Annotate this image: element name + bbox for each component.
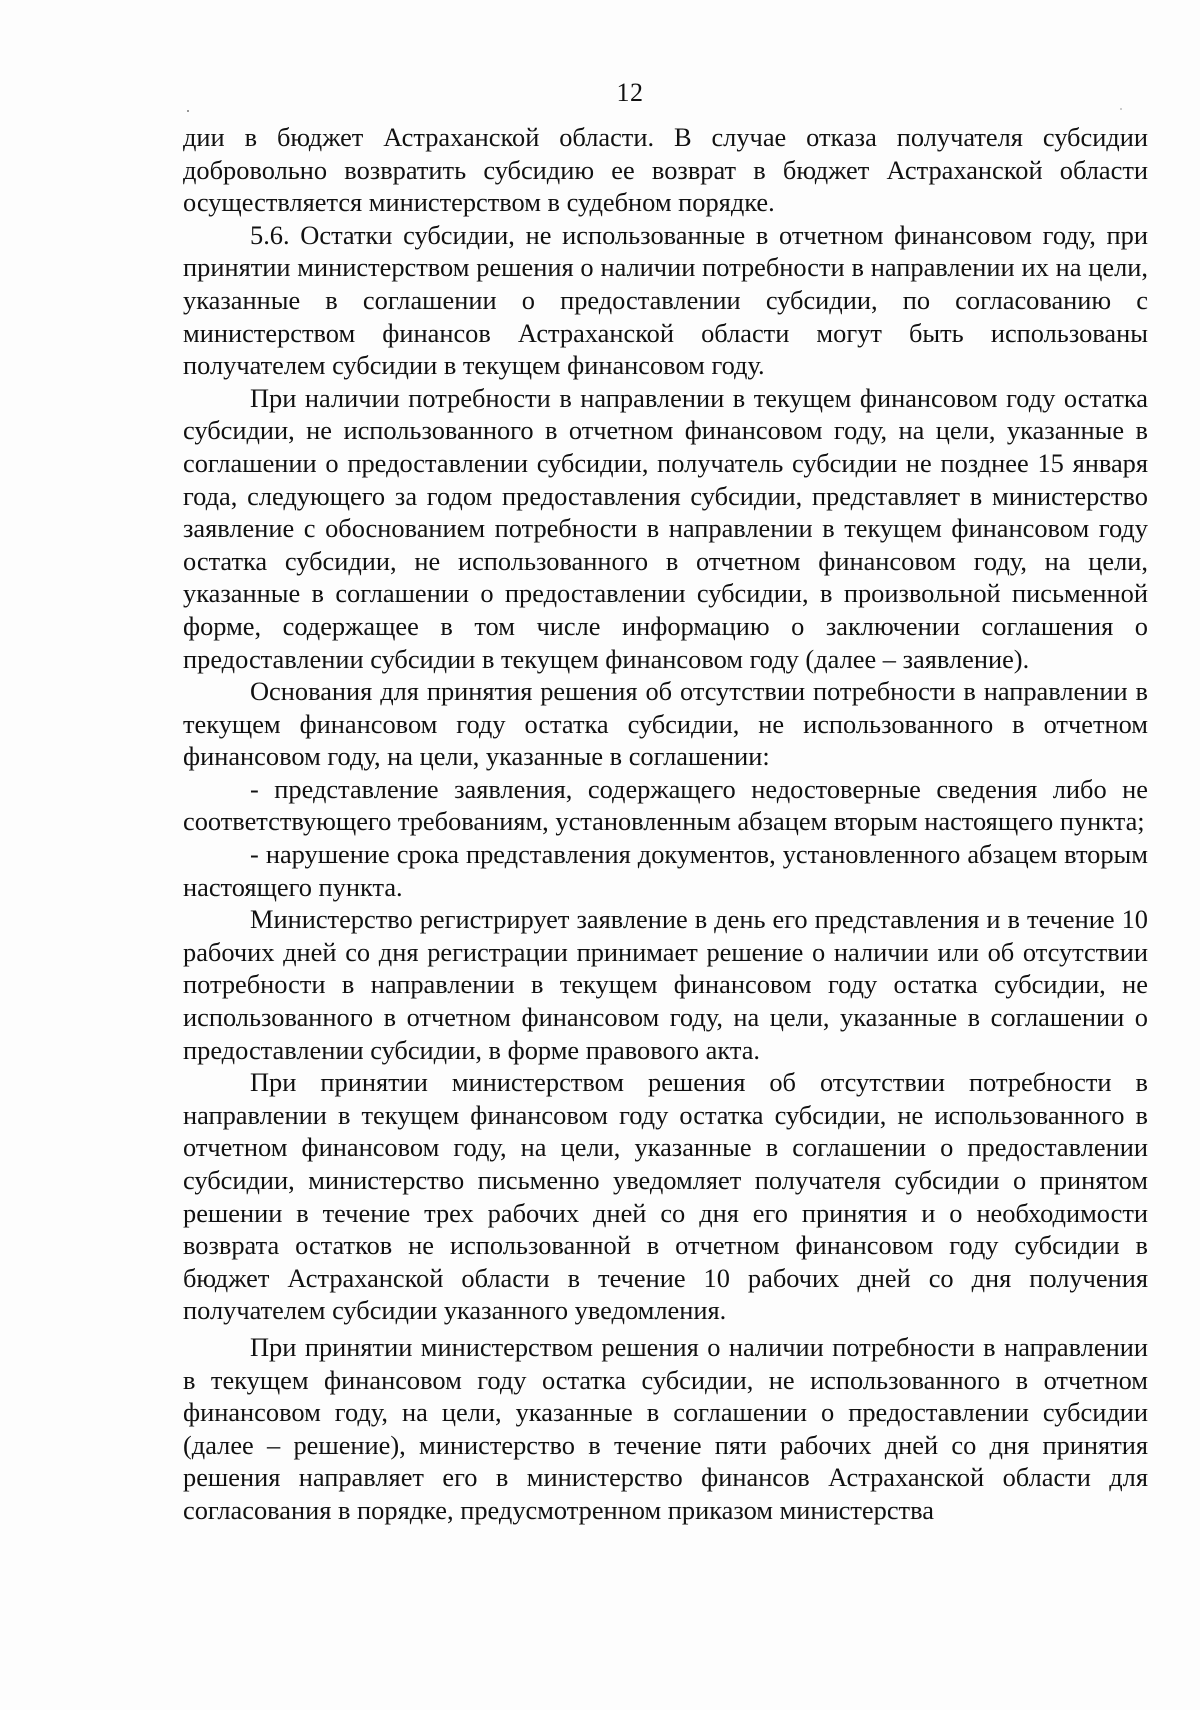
paragraph-need-decision: При принятии министерством решения о наличии потребности в направлении в текущем финансовом году остатка субсидии, не использованного в отчетном финансовом году, на цели, указанные в соглашении о предоставлении субсидии (далее – решение), министерство в течение пяти рабочих дней со дня принятия решения направляет его в министерство финансов Астраханской области для согласования в порядке, предусмотренном приказом министерства bbox=[183, 1331, 1148, 1525]
page-number: 12 bbox=[616, 78, 644, 107]
document-body bbox=[183, 121, 1148, 1527]
paragraph-clause-5-6: 5.6. Остатки субсидии, не использованные в отчетном финансовом году, при принятии министерством решения о наличии потребности в направлении их на цели, указанные в соглашении о предоставлении субсидии, по согласованию с министерством финансов Астраханской области могут быть использованы получателем субсидии в текущем финансовом году. bbox=[183, 219, 1148, 381]
paragraph-registration: Министерство регистрирует заявление в день его представления и в течение 10 рабочих дней со дня регистрации принимает решение о наличии или об отсутствии потребности в направлении в текущем финансовом году остатка субсидии, не использованного в отчетном финансовом году, на цели, указанные в соглашении о предоставлении субсидии, в форме правового акта. bbox=[183, 904, 1148, 1065]
list-item-deadline-violation: - нарушение срока представления документов, установленного абзацем вторым настоящего пункта. bbox=[183, 839, 1148, 902]
paragraph-grounds: Основания для принятия решения об отсутствии потребности в направлении в текущем финансовом году остатка субсидии, не использованного в отчетном финансовом году, на цели, указанные в соглашении: bbox=[183, 676, 1148, 772]
scan-speck bbox=[1120, 108, 1122, 110]
scan-speck bbox=[187, 110, 189, 112]
paragraph-application: При наличии потребности в направлении в текущем финансовом году остатка субсидии, не использованного в отчетном финансовом году, на цели, указанные в соглашении о предоставлении субсидии, получатель субсидии не позднее 15 января года, следующего за годом предоставления субсидии, представляет в министерство заявление с обоснованием потребности в направлении в текущем финансовом году остатка субсидии, не использованного в отчетном финансовом году, на цели, указанные в соглашении о предоставлении субсидии, в произвольной письменной форме, содержащее в том числе информацию о заключении соглашения о предоставлении субсидии в текущем финансовом году (далее – заявление). bbox=[183, 382, 1148, 674]
paragraph-no-need-decision: При принятии министерством решения об отсутствии потребности в направлении в текущем финансовом году остатка субсидии, не использованного в отчетном финансовом году, на цели, указанные в соглашении о предоставлении субсидии, министерство письменно уведомляет получателя субсидии о принятом решении в течение трех рабочих дней со дня его принятия и о необходимости возврата остатков не использованной в отчетном финансовом году субсидии в бюджет Астраханской области в течение 10 рабочих дней со дня получения получателем субсидии указанного уведомления. bbox=[183, 1067, 1148, 1326]
list-item-invalid-application: - представление заявления, содержащего недостоверные сведения либо не соответствующего требованиям, установленным абзацем вторым настоящего пункта; bbox=[183, 773, 1148, 837]
paragraph-continuation: дии в бюджет Астраханской области. В случае отказа получателя субсидии добровольно возвратить субсидию ее возврат в бюджет Астраханской области осуществляется министерством в судебном порядке. bbox=[183, 122, 1148, 218]
